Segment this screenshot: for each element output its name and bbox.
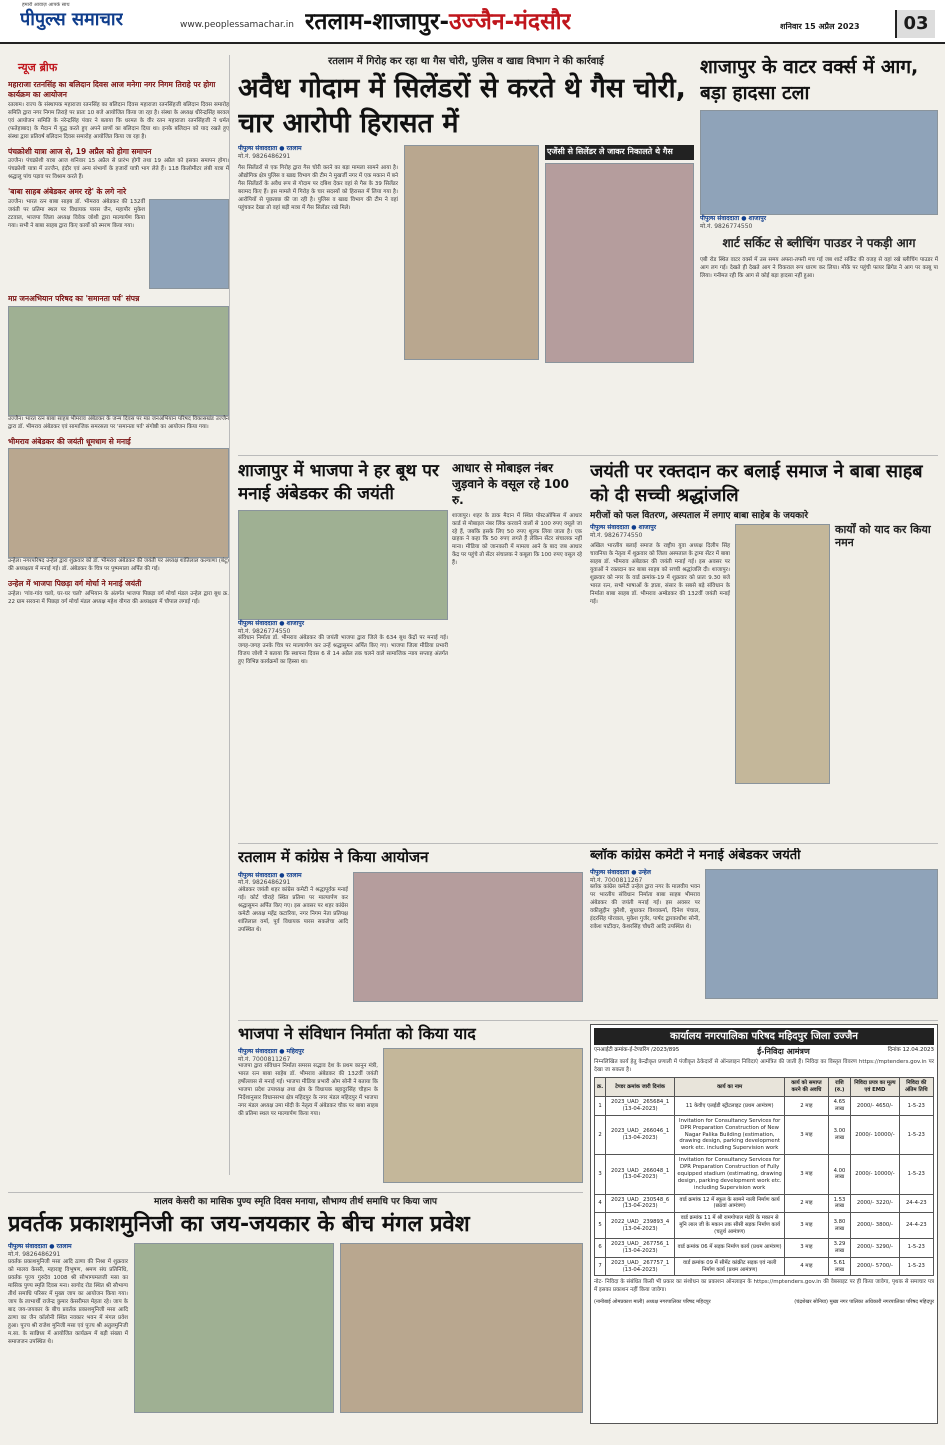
lead-story	[238, 55, 694, 450]
block-congress-mobile: मो.नं. 7000811267	[590, 876, 643, 884]
lead-byline: पीपुल्स संवाददाता ● रतलाम	[238, 145, 302, 153]
bjp-mahidpur-byline: पीपुल्स संवाददाता ● महिदपुर	[238, 1047, 304, 1055]
brand-logo: पीपुल्स समाचार	[20, 9, 123, 30]
tender-cell-period: 2 माह	[785, 1097, 829, 1116]
tender-cell-emd: 2000/- 3800/-	[851, 1213, 899, 1239]
tender-cell-amount: 1.53 लाख	[828, 1194, 851, 1213]
fire-mobile: मो.नं. 9826774550	[700, 223, 753, 231]
tender-header-cell: क्र.	[595, 1078, 606, 1097]
congress-ratlam-byline: पीपुल्स संवाददाता ● रतलाम	[238, 871, 302, 879]
tender-cell-amount: 3.80 लाख	[828, 1213, 851, 1239]
lead-mobile: मो.नं. 9826486291	[238, 152, 291, 160]
tender-cell-period: 3 माह	[785, 1115, 829, 1154]
tender-header-cell: कार्य को समाप्त करने की अवधि	[785, 1078, 829, 1097]
aadhar-body: शाजापुर। शहर के डाक मैदान में स्थित पोस्टऑफिस में आधार कार्ड से मोबाइल नंबर लिंक करवाने वालों से 100 रुपए वसूले जा रहे हैं, जबकि इसके लिए 50 रुपए शुल्क लिया जाता है। एक ग्राहक ने कहा कि 50 रुपए लगते हैं लेकिन सेंटर संचालक नहीं माना। मीडिया को जानकारी में मामला आने के बाद जब आधार केंद्र पर पहुंचे तो सेंटर संचालक ने कबूला कि 100 रुपए वसूल रहे हैं।	[452, 512, 582, 567]
tender-cell-last: 1-5-23	[899, 1257, 933, 1276]
table-row	[595, 1257, 934, 1276]
balai-text	[590, 524, 730, 784]
tender-cell-sn: 6	[595, 1238, 606, 1257]
bjp-booth-story	[238, 460, 448, 840]
bjp-mahidpur-body: भाजपा द्वारा संविधान निर्माता समरस सद्भाव देश के प्रथम कानून मंत्री, भारत रत्न बाबा साहेब डॉ. भीमराव अंबेडकर की 132वीं जयंती हर्षोल्लास से मनाई गई। भाजपा मीडिया प्रभारी ओम सोनी ने बताया कि भाजपा प्रदेश उपाध्यक्ष तथा क्षेत्र के विधायक बहादुरसिंह चौहान के निर्देशानुसार विधानसभा क्षेत्र महिदपुर के नगर मंडल महिदपुर में भाजपा नगर मंडल अध्यक्ष उमा मोदी के नेतृत्व में अंबेडकर चौक पर बाबा साहब की प्रतिमा स्थल पर माल्यार्पण किया गया।	[238, 1063, 378, 1118]
table-row	[595, 1238, 934, 1257]
brief-1-head: महाराजा रतनसिंह का बलिदान दिवस आज मनेगा नगर निगम तिराहे पर होगा कार्यक्रम का आयोजन	[8, 80, 216, 100]
tender-sign-left: (नानीबाई ओमप्रकाश माली) अध्यक्ष नगरपालिका परिषद महिदपुर	[594, 1299, 711, 1306]
jain-photo	[134, 1243, 334, 1413]
jain-body: प्रवर्तक प्रकाशमुनिजी मसा आदि ठाणा की निश्रा में शुक्रवार को मालव केसरी, महाराष्ट्र विभूषण, श्रमण संघ प्रतिनिधि, प्रवर्तक पूज्य गुरुदेव 1008 श्री सौभाग्यमलजी मसा का मासिक पुण्य स्मृति दिवस मना। सागोद रोड स्थित श्री सौभाग्य तीर्थ समाधि परिसर में मुख्य जाप का आयोजन किया गया। जाप के लाभार्थी राजेन्द्र कुमार केसरीमल मेहता रहे। जाप के बाद जय-जयकार के बीच प्रवर्तक प्रकाशमुनिजी मसा आदि ठाणा का जैन कॉलोनी स्थित नवकार भवन में मंगल प्रवेश हुआ। पूज्य श्री राजेश मुनिजी मसा एवं पूज्य श्री अतुलमुनिजी म.सा. के सान्निध्य में आयोजित कार्यक्रम में बड़ी संख्या में समाजजन उपस्थित थे।	[8, 1258, 128, 1345]
tender-cell-period: 2 माह	[785, 1194, 829, 1213]
tender-cell-last: 1-5-23	[899, 1238, 933, 1257]
tender-cell-tender: 2022_UAD_ 239893_4 (13-04-2023)	[606, 1213, 675, 1239]
masthead	[0, 0, 945, 44]
balai-mobile: मो.नं. 9826774550	[590, 532, 643, 540]
brief-5-body: उन्हेल। नगरपरिषद उन्हेल द्वारा शुक्रवार को डॉ. भीमराव अंबेडकर की जयंती पर अध्यक्ष शांतिलाल कल्याणा (बंटू) की अध्यक्षता में मनाई गई। डॉ. अंबेडकर के चित्र पर पुष्पमाला अर्पित की गई।	[8, 558, 229, 573]
issue-date: शनिवार 15 अप्रैल 2023	[780, 22, 860, 31]
tender-cell-tender: 2023_UAD_ 267756_1 (13-04-2023)	[606, 1238, 675, 1257]
lead-photo-1	[404, 145, 539, 360]
bjp-booth-byline: पीपुल्स संवाददाता ● शाजापुर	[238, 619, 305, 627]
table-row	[595, 1213, 934, 1239]
congress-ratlam-text	[238, 872, 348, 1002]
bjp-mahidpur-text	[238, 1048, 378, 1183]
congress-ratlam-headline: रतलाम में कांग्रेस ने किया आयोजन	[238, 848, 429, 866]
website-url[interactable]: www.peoplessamachar.in	[180, 20, 294, 30]
bjp-mahidpur-mobile: मो.नं. 7000811267	[238, 1055, 291, 1063]
tender-cell-emd: 2000/- 4650/-	[851, 1097, 899, 1116]
tender-cell-work: Invitation for Consultancy Services for DPR Preparation Construction of Fully equipped stadium (estimating, drawing design, parking development work etc. including Supervision work	[675, 1155, 785, 1194]
jain-row	[8, 1243, 583, 1413]
brief-2-body: उज्जैन। पंचक्रोशी यात्रा आज शनिवार 15 अप्रैल से प्रारंभ होगी तथा 19 अप्रैल को इसका समापन होगा। पंचक्रोशी यात्रा में उज्जैन, इंदौर एवं अन्य संभागों के हजारों यात्री भाग लेते हैं। 118 किलोमीटर लंबी यात्रा में श्रद्धालु पांच पड़ाव पर विश्राम करते हैं।	[8, 158, 229, 181]
edition-title-b: उज्जैन-मंदसौर	[449, 9, 572, 35]
tender-cell-work: वार्ड क्रमांक 09 में सीमेंट कांक्रीट सड़क एवं नाली निर्माण कार्य (प्रथम आमंत्रण)	[675, 1257, 785, 1276]
block-congress-row	[590, 869, 938, 999]
jain-story	[8, 1192, 583, 1437]
balai-photo	[735, 524, 830, 784]
fire-story	[700, 55, 938, 450]
tender-note: नोट- निविदा के संबंधित किसी भी प्रकार का संशोधन का प्रकाशन ऑनलाइन के https://mptenders.gov.in की वेबसाइट पर ही किया जावेगा, पृथक से समाचार पत्र में इसका प्रकाशन नहीं किया जावेगा।	[594, 1279, 934, 1294]
bjp-booth-photo	[238, 510, 448, 620]
tender-cell-emd: 2000/- 5700/-	[851, 1257, 899, 1276]
jain-byline: पीपुल्स संवाददाता ● रतलाम	[8, 1243, 72, 1251]
tender-cell-tender: 2023_UAD_ 265684_1 (13-04-2023)	[606, 1097, 675, 1116]
brand-tagline: हमारी आवाज़ आपके साथ	[22, 2, 70, 8]
brief-4-head: मप्र जनअभियान परिषद का 'समानता पर्व' संपन्न	[8, 294, 140, 304]
tender-notice	[590, 1024, 938, 1424]
brief-6-head: उन्हेल में भाजपा पिछड़ा वर्ग मोर्चा ने मनाई जयंती	[8, 579, 142, 589]
balai-callout-wrap	[835, 524, 938, 784]
balai-body: अखिल भारतीय बलाई समाज के राष्ट्रीय युवा अध्यक्ष दिलीप सिंह चावनिया के नेतृत्व में शुक्रवार को जिला अस्पताल के ट्रामा सेंटर में बाबा साहब डॉ. भीमराव अंबेडकर की जयंती मनाई गई। इस अवसर पर युवाओं ने रक्तदान कर बाबा साहब को सच्ची श्रद्धांजलि दी। शाजापुर। शुक्रवार को नगर के वार्ड क्रमांक-19 में शुक्रवार को प्रातः 9.30 बजे भारत रत्न, सभी भाषाओं के ज्ञाता, संसार के सबसे बड़े संविधान के निर्माता बाबा साहब डॉ. भीमराव अम्बेडकर की 132वीं जयंती मनाई गई।	[590, 542, 730, 605]
tender-cell-period: 3 माह	[785, 1155, 829, 1194]
block-congress-byline: पीपुल्स संवाददाता ● उन्हेल	[590, 868, 651, 876]
tender-cell-amount: 4.00 लाख	[828, 1155, 851, 1194]
tender-cell-tender: 2023_UAD_ 267757_1 (13-04-2023)	[606, 1257, 675, 1276]
tender-header-cell: कार्य का नाम	[675, 1078, 785, 1097]
jain-text	[8, 1243, 128, 1413]
brief-3-body: उज्जैन। भारत रत्न बाबा साहब डॉ. भीमराव अंबेडकर की 132वीं जयंती पर प्रतिमा स्थल पर विधायक पारस जैन, महापौर मुकेश टटवाल, भाजपा जिला अध्यक्ष विवेक जोशी द्वारा माल्यार्पण किया गया। सभी ने बाबा साहब द्वारा किए कार्यों को स्मरण किया गया।	[8, 199, 145, 229]
tender-cell-emd: 2000/- 3290/-	[851, 1238, 899, 1257]
tender-body	[595, 1097, 934, 1276]
balai-row	[590, 524, 938, 784]
table-row	[595, 1097, 934, 1116]
brief-6-body: उन्हेल। 'गांव-गांव चलो, घर-घर चलो' अभियान के अंतर्गत भाजपा पिछड़ा वर्ग मोर्चा मंडल उन्हेल द्वारा बूथ क्र. 22 ग्राम सरवना में पिछड़ा वर्ग मोर्चा मंडल अध्यक्ष महेश यौगरा की अध्यक्षता में चौपाल लगाई गई।	[8, 591, 229, 606]
divider-1	[238, 455, 938, 456]
tender-cell-last: 24-4-23	[899, 1213, 933, 1239]
tender-cell-sn: 3	[595, 1155, 606, 1194]
table-row	[595, 1115, 934, 1154]
brief-1-body: रतलाम। राज्य के संस्थापक महाराजा रतनसिंह का बलिदान दिवस महाराजा रतनसिंहजी बलिदान दिवस समारोह समिति द्वारा नगर निगम तिराहे पर प्रातः 10 बजे आयोजित किया जा रहा है। संस्था के अध्यक्ष धीरेन्द्रसिंह बरवल एवं आयोजन समिति के नरेन्द्रसिंह पंवार ने बताया कि धरमत के वीर रतन महाराजा रतनसिंहजी ने धर्मत (फतेहाबाद) के मैदान में युद्ध करते हुए अपने प्राणों का बलिदान दिया था। इनके बलिदान को याद रखते हुए संस्था द्वारा प्रतिवर्ष बलिदान दिवस समारोह आयोजित किया जा रहा है।	[8, 101, 229, 140]
balai-headline: जयंती पर रक्तदान कर बलाई समाज ने बाबा साहब को दी सच्ची श्रद्धांजलि	[590, 461, 923, 507]
bjp-booth-mobile: मो.नं. 9826774550	[238, 627, 291, 635]
tender-cell-period: 4 माह	[785, 1257, 829, 1276]
tender-cell-amount: 3.00 लाख	[828, 1115, 851, 1154]
tender-cell-sn: 4	[595, 1194, 606, 1213]
tender-ref: एनआईटी क्रमांक-ई-टेण्डरिंग /2023/895	[594, 1047, 680, 1053]
left-column	[8, 55, 230, 1175]
jain-mobile: मो.नं. 9826486291	[8, 1251, 61, 1259]
tender-header-cell: टेण्डर क्रमांक जारी दिनांक	[606, 1078, 675, 1097]
table-row	[595, 1155, 934, 1194]
bjp-mahidpur-photo	[383, 1048, 583, 1183]
tender-cell-tender: 2023_UAD_ 266046_1 (13-04-2023)	[606, 1115, 675, 1154]
block-congress-story	[590, 848, 938, 1018]
divider-2	[238, 843, 938, 844]
news-brief-label: न्यूज ब्रीफ	[18, 61, 58, 74]
block-congress-text	[590, 869, 700, 999]
aadhar-headline: आधार से मोबाइल नंबर जुड़वाने के वसूल रहे 100 रु.	[452, 461, 569, 508]
balai-subhead: मरीजों को फल वितरण, अस्पताल में लगाए बाबा साहेब के जयकारे	[590, 510, 809, 521]
tender-cell-emd: 2000/- 10000/-	[851, 1115, 899, 1154]
brief-3-photo	[149, 199, 229, 289]
edition-title	[305, 8, 571, 38]
congress-ratlam-story	[238, 848, 583, 1018]
tender-date: दिनांक 12.04.2023	[887, 1047, 934, 1053]
balai-story	[590, 460, 938, 840]
tender-table	[594, 1077, 934, 1276]
jain-headline: प्रवर्तक प्रकाशमुनिजी का जय-जयकार के बीच मंगल प्रवेश	[8, 1211, 470, 1237]
tender-cell-sn: 7	[595, 1257, 606, 1276]
tender-cell-last: 1-5-23	[899, 1097, 933, 1116]
table-row	[595, 1194, 934, 1213]
tender-title: कार्यालय नगरपालिका परिषद महिदपुर जिला उज्जैन	[594, 1028, 934, 1045]
balai-callout: कार्यों को याद कर किया नमन	[835, 523, 931, 549]
tender-sign-right: (चंद्रशेखर सोनिया) मुख्य नगर पालिका अधिकारी नगरपालिका परिषद महिदपुर	[794, 1299, 934, 1306]
tender-cell-amount: 3.29 लाख	[828, 1238, 851, 1257]
lead-right	[545, 145, 694, 362]
tender-cell-last: 1-5-23	[899, 1155, 933, 1194]
tender-cell-period: 3 माह	[785, 1238, 829, 1257]
tender-cell-sn: 2	[595, 1115, 606, 1154]
tender-cell-work: वार्ड क्रमांक 11 में श्री रामगोपाल मंडोरे के मकान से मुनि लाल जी के मकान तक सीसी सड़क निर्माण कार्य (चतुर्थ आमंत्रण)	[675, 1213, 785, 1239]
jain-photo-2	[340, 1243, 583, 1413]
tender-cell-last: 1-5-23	[899, 1115, 933, 1154]
brief-5-head: भीमराव अंबेडकर की जयंती धूमधाम से मनाई	[8, 436, 131, 446]
lead-body: गैस सिलेंडरों से एक गिरोह द्वारा गैस चोरी करने का बड़ा मामला सामने आया है। औद्योगिक क्षेत्र पुलिस व खाद्य विभाग की टीम ने मुखर्जी नगर में एक मकान में बने गैस सिलेंडरों के अवैध रूप से गोदाम पर दबिश देकर वहां से गैस के 39 सिलेंडर बरामद किए हैं। इस मामले में गिरोह के चार सदस्यों को हिरासत में लिया गया है। आरोपियों से पूछताछ की जा रही है। पुलिस व खाद्य विभाग की टीम ने वहां पहुंचकर देखा तो वहां बड़ी मात्रा में गैस सिलेंडर रखे मिले।	[238, 164, 398, 211]
tender-header-cell: राशि (रु.)	[828, 1078, 851, 1097]
aadhar-story	[452, 460, 582, 840]
page-number: 03	[895, 10, 935, 38]
divider-3	[238, 1020, 938, 1021]
tender-cell-work: Invitation for Consultancy Services for DPR Preparation Construction of New Nagar Palika Building (estimation, drawing design, parking development work etc. including Supervision work	[675, 1115, 785, 1154]
congress-ratlam-mobile: मो.नं. 9826486291	[238, 879, 291, 887]
fire-byline: पीपुल्स संवाददाता ● शाजापुर	[700, 215, 767, 223]
bjp-mahidpur-row	[238, 1048, 583, 1183]
block-congress-headline: ब्लॉक कांग्रेस कमेटी ने मनाई अंबेडकर जयंती	[590, 848, 801, 863]
tender-cell-last: 24-4-23	[899, 1194, 933, 1213]
tender-cell-tender: 2023_UAD_ 266048_1 (13-04-2023)	[606, 1155, 675, 1194]
block-congress-body: ब्लॉक कांग्रेस कमेटी उन्हेल द्वारा नगर के मालवीय भवन पर भारतीय संविधान निर्माता बाबा साहब भीमराव अंबेडकर की जयंती मनाई गई। इस अवसर पर वकीलुद्दीन कुरैशी, सुधाकर विश्वकर्मा, दिनेश पंचाल, इंदरसिंह पोरवाल, मुकेश गुर्जर, पार्षद द्वारकाधीश सोनी, राकेश पाटीदार, केशरसिंह चौधरी आदि उपस्थित थे।	[590, 884, 700, 931]
bjp-booth-headline: शाजापुर में भाजपा ने हर बूथ पर मनाई अंबेडकर की जयंती	[238, 461, 439, 504]
lead-headline: अवैध गोदाम में सिलेंडरों से करते थे गैस चोरी, चार आरोपी हिरासत में	[238, 73, 686, 140]
tender-cell-sn: 5	[595, 1213, 606, 1239]
lead-photo-2	[545, 163, 694, 363]
block-congress-photo	[705, 869, 938, 999]
congress-ratlam-body: अंबेडकर जयंती शहर कांग्रेस कमेटी ने श्रद्धापूर्वक मनाई गई। कोर्ट चौराहे स्थित प्रतिमा पर माल्यार्पण कर श्रद्धासुमन अर्पित किए गए। इस अवसर पर शहर कांग्रेस कमेटी अध्यक्ष महेंद्र कटारिया, नगर निगम नेता प्रतिपक्ष शांतिलाल वर्मा, पूर्व विधायक पारस सकलेचा आदि उपस्थित थे।	[238, 887, 348, 933]
tender-cell-amount: 4.65 लाख	[828, 1097, 851, 1116]
tender-cell-emd: 2000/- 10000/-	[851, 1155, 899, 1194]
bjp-booth-body: संविधान निर्माता डॉ. भीमराव अंबेडकर की जयंती भाजपा द्वारा जिले के 634 बूथ केंद्रों पर मनाई गई। जगह-जगह उनके चित्र पर माल्यार्पण कर उन्हें श्रद्धासुमन अर्पित किए गए। भाजपा जिला मीडिया प्रभारी विजय जोशी ने बताया कि स्थापना दिवस 6 से 14 अप्रैल तक चलने वाले सामाजिक न्याय सप्ताह अंतर्गत हुए विभिन्न कार्यक्रमों का हिस्सा था।	[238, 635, 448, 666]
brief-4-photo	[8, 306, 229, 416]
tender-cell-period: 3 माह	[785, 1213, 829, 1239]
congress-ratlam-photo	[353, 872, 583, 1002]
fire-body: एबी रोड स्थित वाटर वर्क्स में उस समय अफरा-तफरी मच गई जब शार्ट सर्किट की वजह से वहां रखे ब्लीचिंग पाउडर में आग लग गई। देखते ही देखते आग ने विकराल रूप धारण कर लिया। मौके पर पहुंची फायर ब्रिगेड ने आग पर काबू पा लिया। गनीमत रही कि आग से कोई बड़ा हादसा नहीं हुआ।	[700, 256, 938, 279]
tender-header-row	[595, 1078, 934, 1097]
balai-byline: पीपुल्स संवाददाता ● शाजापुर	[590, 524, 657, 532]
tender-cell-emd: 2000/- 3220/-	[851, 1194, 899, 1213]
brief-3-wrap	[8, 199, 229, 289]
tender-header-cell: निविदा प्रपत्र का मूल्य एवं EMD	[851, 1078, 899, 1097]
fire-headline: शाजापुर के वाटर वर्क्स में आग, बड़ा हादसा टला	[700, 56, 919, 104]
bjp-mahidpur-headline: भाजपा ने संविधान निर्माता को किया याद	[238, 1024, 476, 1043]
tender-ref-row	[594, 1047, 934, 1057]
edition-title-a: रतलाम-शाजापुर-	[305, 9, 450, 35]
tender-cell-work: वार्ड क्रमांक 12 में स्कूल के सामने नाली निर्माण कार्य (छठवां आमंत्रण)	[675, 1194, 785, 1213]
brief-2-head: पंचक्रोशी यात्रा आज से, 19 अप्रैल को होगा समापन	[8, 146, 152, 156]
lead-top-row	[238, 145, 694, 362]
lead-text	[238, 145, 398, 362]
tender-cell-work: वार्ड क्रमांक 06 में सड़क निर्माण कार्य (प्रथम आमंत्रण)	[675, 1238, 785, 1257]
brief-4-body: उज्जैन। भारत रत्न बाबा साहब भीमराव अंबेडकर के जन्म दिवस पर मप्र जनअभियान परिषद विकासखंड उज्जैन द्वारा डॉ. भीमराव अंबेडकर एवं सामाजिक समरसता पर 'समानता पर्व' संगोष्ठी का आयोजन किया गया।	[8, 415, 229, 430]
fire-photo	[700, 110, 938, 215]
tender-signatures	[594, 1299, 934, 1306]
fire-callout: शार्ट सर्किट से ब्लीचिंग पाउडर ने पकड़ी आग	[722, 235, 916, 250]
tender-cell-tender: 2023_UAD_ 230548_6 (13-04-2023)	[606, 1194, 675, 1213]
brief-3-head: 'बाबा साहब अंबेडकर अमर रहे' के लगे नारे	[8, 187, 127, 197]
tender-header-cell: निविदा की अंतिम तिथि	[899, 1078, 933, 1097]
brief-5-photo	[8, 448, 229, 558]
jain-kicker: मालव केसरी का मासिक पुण्य स्मृति दिवस मनाया, सौभाग्य तीर्थ समाधि पर किया जाप	[153, 1197, 438, 1207]
tender-subtitle: ई-निविदा आमंत्रण	[757, 1047, 810, 1056]
lead-kicker: रतलाम में गिरोह कर रहा था गैस चोरी, पुलिस व खाद्य विभाग ने की कार्रवाई	[328, 56, 604, 67]
tender-cell-amount: 5.61 लाख	[828, 1257, 851, 1276]
tender-cell-sn: 1	[595, 1097, 606, 1116]
congress-ratlam-row	[238, 872, 583, 1002]
tender-intro: निम्नलिखित कार्य हेतु केन्द्रीकृत प्रणाली में पंजीकृत ठेकेदारों से ऑनलाइन निविदाएं आमंत्रित की जाती हैं। निविदा का विस्तृत विवरण https://mptenders.gov.in पर देखा जा सकता है।	[594, 1059, 934, 1074]
lead-subhead: एजेंसी से सिलेंडर ले जाकर निकालते थे गैस	[545, 145, 694, 159]
bjp-mahidpur-story	[238, 1024, 583, 1189]
tender-cell-work: 11 केवीए एलईडी स्ट्रीटलाइट (प्रथम आमंत्रण)	[675, 1097, 785, 1116]
